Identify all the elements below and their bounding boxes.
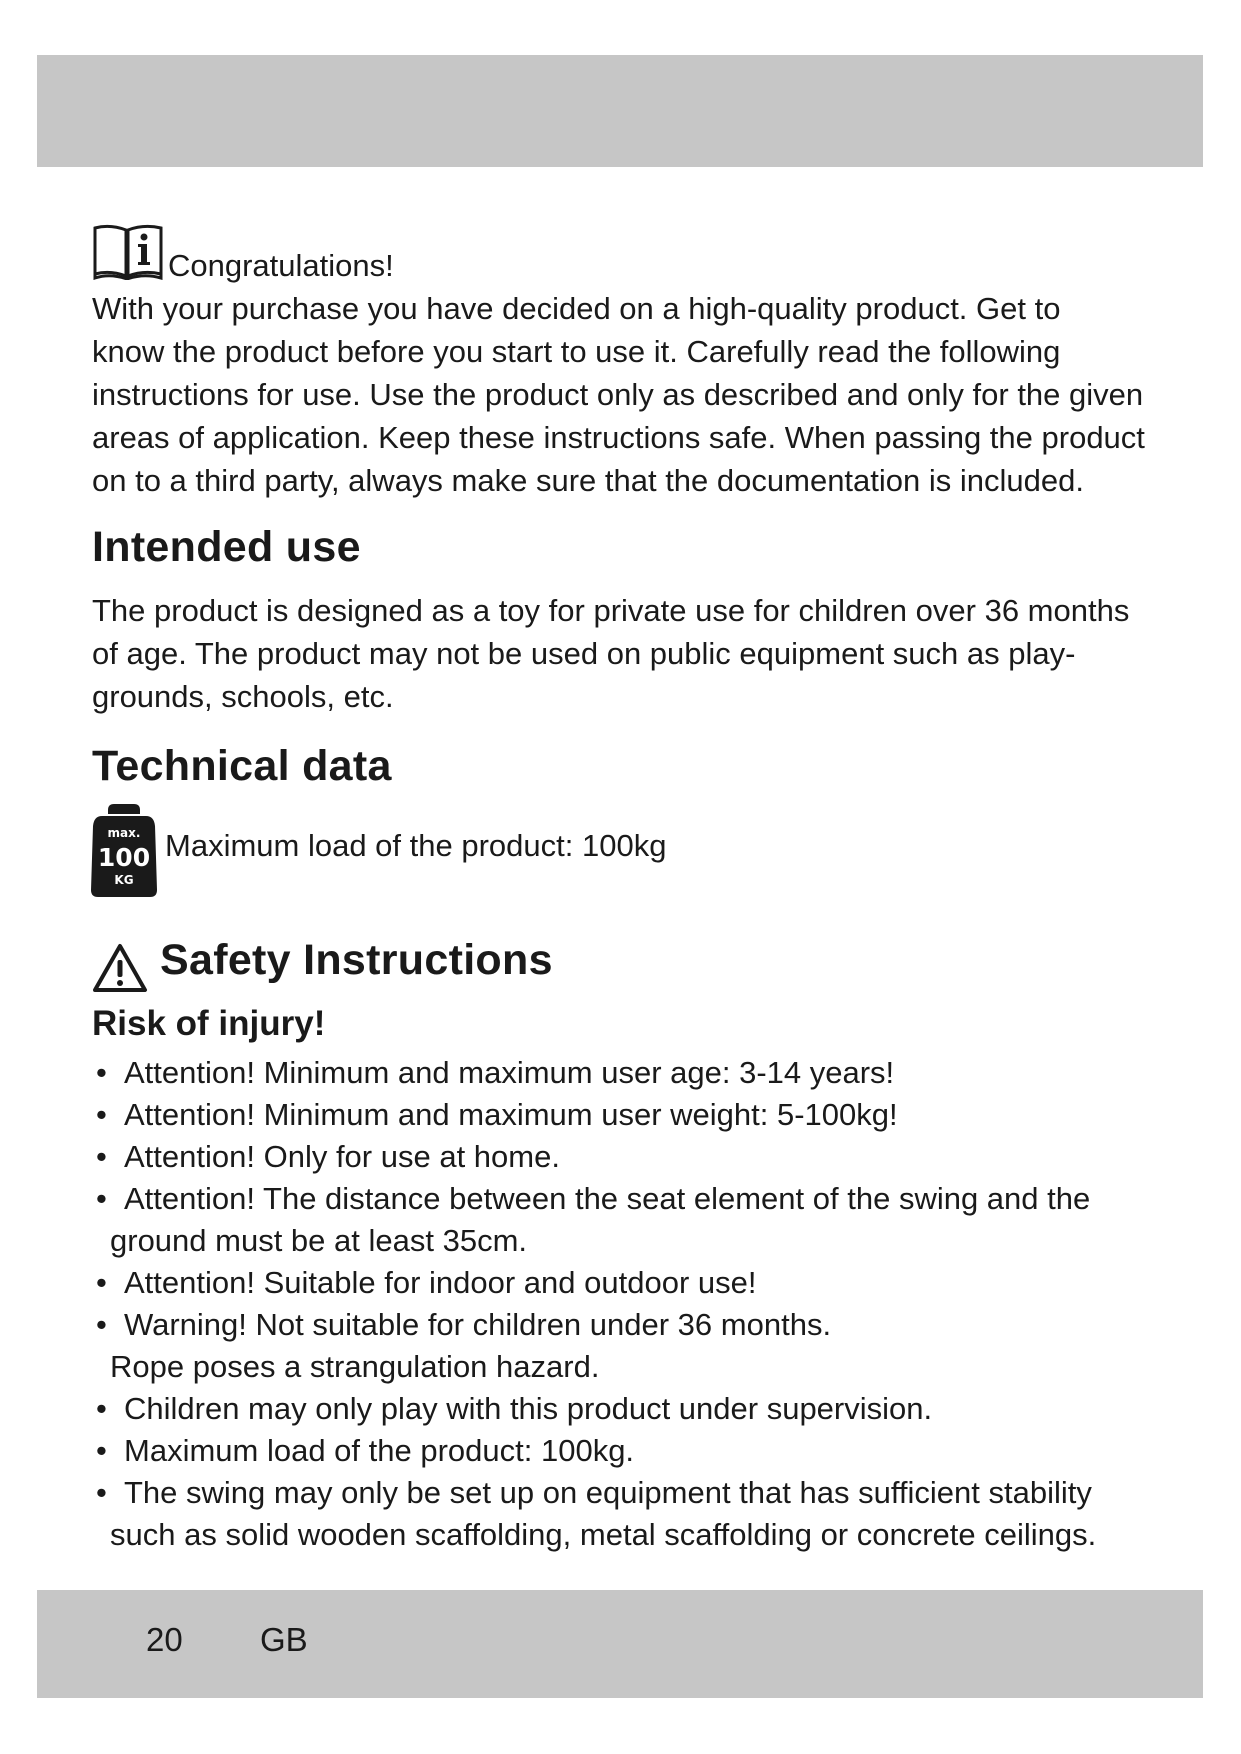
footer-band (37, 1590, 1203, 1698)
weight-badge-value: 100 (97, 843, 151, 872)
weight-badge-top: max. (107, 826, 141, 840)
intro-line: With your purchase you have decided on a high-quality product. Get to (92, 291, 1061, 326)
intro-paragraph (92, 287, 1152, 502)
intended-use-heading: Intended use (92, 523, 361, 571)
intro-line: areas of application. Keep these instructions safe. When passing the product (92, 420, 1145, 455)
book-info-icon (92, 222, 164, 280)
list-item: • Warning! Not suitable for children under 36 months. Rope poses a strangulation hazard. (96, 1307, 832, 1384)
intended-use-paragraph (92, 589, 1152, 718)
list-item: • Attention! Minimum and maximum user weight: 5-100kg! (96, 1097, 898, 1132)
intended-use-line: grounds, schools, etc. (92, 679, 394, 714)
page-language: GB (260, 1621, 308, 1658)
list-item: • Maximum load of the product: 100kg. (96, 1433, 635, 1468)
weight-max-icon (90, 800, 158, 900)
list-item: • Attention! Only for use at home. (96, 1139, 560, 1174)
intended-use-line: of age. The product may not be used on public equipment such as play- (92, 636, 1076, 671)
weight-badge-unit: KG (114, 873, 134, 887)
intended-use-line: The product is designed as a toy for private use for children over 36 months (92, 593, 1130, 628)
list-item: • Attention! Minimum and maximum user age: 3-14 years! (96, 1055, 895, 1090)
safety-instructions-heading: Safety Instructions (160, 936, 553, 984)
header-band (37, 55, 1203, 167)
warning-triangle-icon (92, 943, 148, 993)
list-item: • Attention! Suitable for indoor and outdoor use! (96, 1265, 757, 1300)
risk-of-injury-subheading: Risk of injury! (92, 1004, 326, 1043)
congratulations-title: Congratulations! (168, 248, 394, 283)
intro-line: know the product before you start to use it. Carefully read the following (92, 334, 1061, 369)
safety-list (92, 1052, 1172, 1556)
max-load-text: Maximum load of the product: 100kg (165, 828, 667, 863)
list-item: • The swing may only be set up on equipment that has sufficient stability such as solid wooden scaffolding, metal scaffolding or concrete ceilings. (96, 1475, 1097, 1552)
page-number: 20 (146, 1621, 183, 1658)
technical-data-heading: Technical data (92, 742, 392, 790)
list-item: • Attention! The distance between the seat element of the swing and the ground must be at least 35cm. (96, 1181, 1091, 1258)
intro-line: on to a third party, always make sure that the documentation is included. (92, 463, 1084, 498)
intro-line: instructions for use. Use the product only as described and only for the given (92, 377, 1144, 412)
list-item: • Children may only play with this product under supervision. (96, 1391, 933, 1426)
